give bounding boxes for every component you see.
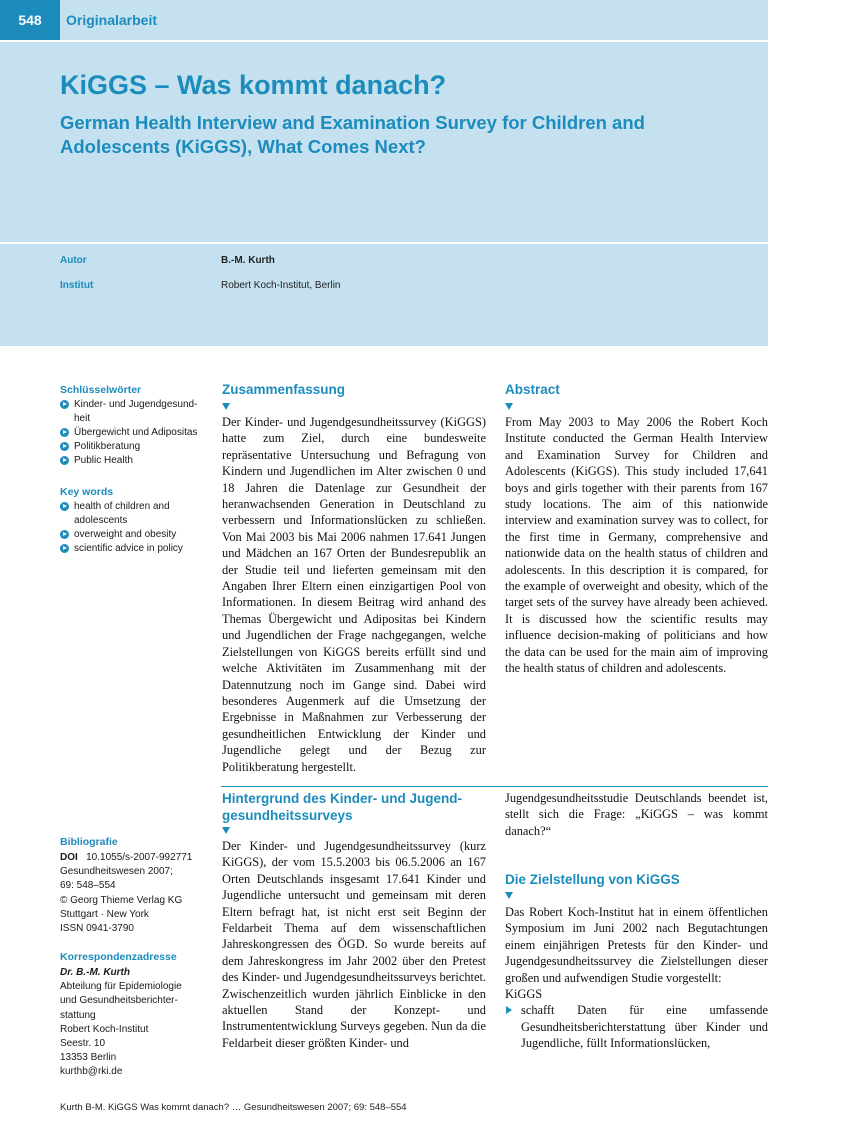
bullet-icon bbox=[60, 530, 69, 539]
biblio-line: ISSN 0941-3790 bbox=[60, 923, 134, 935]
zusammenfassung-heading: Zusammenfassung bbox=[222, 382, 346, 397]
hintergrund-text: Der Kinder- und Jugendgesundheitssurvey (kurz KiGGS), der vom 15.5.2003 bis 06.5.2006 an 167 Orten Deutschlands insgesamt 17.641 Kinder und Jugendliche untersucht und gemeinsam mit deren Eltern befragt hat, ist nicht erst seit Beginn der Feldarbeit Thema auf dem wissenschaftlichen Jahreskongressen des ÖGD. So wurde bereits auf dem Jahreskongress im Jahr 2002 über den Pretest des Kinder- und Jugendgesundheitssurveys berichtet. Zwischenzeitlich wurden jährlich Einblicke in den aktuellen Stand der Konzept- und Instrumententwicklung Surveys gegeben. Nun da die Feldarbeit dieser größten Kinder- und bbox=[222, 839, 486, 1050]
keyword-item: overweight and obesity bbox=[60, 528, 205, 542]
keyword-item: Public Health bbox=[60, 454, 205, 468]
korrespondenz-name: Dr. B.-M. Kurth bbox=[60, 967, 130, 978]
hintergrund-heading: Hintergrund des Kinder- und Jugend-gesundheitssurveys bbox=[222, 791, 462, 823]
author-label: Autor bbox=[60, 255, 87, 266]
email-link[interactable]: kurthb@rki.de bbox=[60, 1066, 123, 1078]
triangle-down-icon bbox=[222, 827, 230, 834]
zielstellung-section bbox=[505, 904, 768, 1052]
biblio-line: Stuttgart · New York bbox=[60, 908, 149, 920]
article-subtitle: German Health Interview and Examination Survey for Children and Adolescents (KiGGS), What Comes Next? bbox=[60, 112, 645, 157]
address-line: Robert Koch-Institut bbox=[60, 1023, 149, 1035]
address-line: und Gesundheitsberichter- bbox=[60, 995, 178, 1007]
zielstellung-heading: Die Zielstellung von KiGGS bbox=[505, 872, 680, 887]
keyword-item: Übergewicht und Adipositas bbox=[60, 426, 205, 440]
zielstellung-label: KiGGS bbox=[505, 987, 543, 1002]
triangle-down-icon bbox=[505, 892, 513, 899]
keyword-item: health of children and adolescents bbox=[60, 500, 205, 528]
bullet-icon bbox=[60, 428, 69, 437]
page-footer: Kurth B-M. KiGGS Was kommt danach? … Gesundheitswesen 2007; 69: 548–554 bbox=[60, 1102, 407, 1113]
zielstellung-list bbox=[505, 1002, 768, 1051]
zusammenfassung-text: Der Kinder- und Jugendgesundheitssurvey (KiGGS) hatte zum Ziel, durch eine bundesweite repräsentative Untersuchung und Befragung von Kindern und Jugendlichen im Alter zwischen 0 und 18 Jahren die Datenlage zur Gesundheit der heranwachsenden Generation in Deutschland zu verbessern und Informationslücken zu schließen. Von Mai 2003 bis Mai 2006 nahmen 17.641 Jungen und Mädchen an 167 Orten der Bundesrepublik an der Studie teil und lieferten gemeinsam mit den Angaben Ihrer Eltern einen einzigartigen Pool von Informationen. In diesem Beitrag wird anhand des Themas Übergewicht und Adipositas bei Kindern und Jugendlichen der Frage nachgegangen, welche Zielstellungen von KiGGS bereits erfüllt sind und welche Aktivitäten im Zusammenhang mit der Datennutzung noch im Gange sind. Dabei wird besonderes Augenmerk auf die Umsetzung der Ergebnisse in Maßnahmen zur Verbesserung der gesundheitlichen Entwicklung der Kinder und Jugendliche gelegt und der Bezug zur Politikberatung hergestellt. bbox=[222, 415, 486, 774]
author-name: B.-M. Kurth bbox=[221, 255, 275, 266]
abstract-heading: Abstract bbox=[505, 382, 560, 397]
keywords-de-list bbox=[60, 398, 205, 468]
hintergrund-continuation: Jugendgesundheitsstudie Deutschlands beendet ist, stellt sich die Frage: „KiGGS – was kommt danach?“ bbox=[505, 791, 768, 838]
doi-line: DOI 10.1055/s-2007-992771 bbox=[60, 852, 193, 863]
section-divider bbox=[221, 786, 768, 787]
keywords-en-list bbox=[60, 500, 205, 556]
address-line: stattung bbox=[60, 1009, 96, 1021]
biblio-line: © Georg Thieme Verlag KG bbox=[60, 894, 183, 906]
institute-name: Robert Koch-Institut, Berlin bbox=[221, 280, 341, 291]
address-line: 13353 Berlin bbox=[60, 1052, 117, 1064]
bibliografie-heading: Bibliografie bbox=[60, 836, 118, 848]
article-title: KiGGS – Was kommt danach? bbox=[60, 70, 447, 100]
bullet-icon bbox=[60, 442, 69, 451]
bibliografie-block bbox=[60, 851, 210, 936]
list-item: schafft Daten für eine umfassende Gesundheitsberichterstattung über Kinder und Jugendliche, füllt Informationslücken, bbox=[505, 1002, 768, 1051]
abstract-text: From May 2003 to May 2006 the Robert Koch Institute conducted the German Health Interview and Examination Survey for Children and Adolescents (KiGGS). This study included 17,641 boys and girls together with their parents from 167 study locations. The aim of this nationwide interview and examination survey was to collect, for the first time in Germany, comprehensive and nationwide data on the health status of children and adolescents. In this description it is compared, for the example of overweight and obesity, which of the target sets of the survey have already been achieved. It is discussed how the scientific results may influence decision-making of politicians and how the data can be used for the main aim of improving the health status of children and adolescents. bbox=[505, 415, 768, 676]
page-number: 548 bbox=[0, 0, 60, 40]
bullet-icon bbox=[60, 544, 69, 553]
keyword-item: scientific advice in policy bbox=[60, 542, 205, 556]
address-line: Abteilung für Epidemiologie bbox=[60, 981, 182, 993]
biblio-line: Gesundheitswesen 2007; bbox=[60, 866, 173, 878]
meta-block bbox=[0, 244, 768, 346]
triangle-down-icon bbox=[222, 403, 230, 410]
bullet-icon bbox=[60, 456, 69, 465]
bullet-icon bbox=[60, 502, 69, 511]
korrespondenz-heading: Korrespondenzadresse bbox=[60, 951, 177, 963]
keyword-item: Politikberatung bbox=[60, 440, 205, 454]
zielstellung-text: Das Robert Koch-Institut hat in einem öffentlichen Symposium im Juni 2002 nach Begutachtungen einem einjährigen Pretests für den Kinder- und Jugendgesundheitssurvey die Zielstellungen dieser großen und aufwendigen Studie vorgestellt: bbox=[505, 905, 768, 985]
institute-label: Institut bbox=[60, 280, 94, 291]
keywords-en-heading: Key words bbox=[60, 486, 114, 498]
triangle-down-icon bbox=[505, 403, 513, 410]
biblio-line: 69: 548–554 bbox=[60, 880, 116, 892]
section-label: Originalarbeit bbox=[66, 12, 158, 28]
korrespondenz-block bbox=[60, 966, 210, 1080]
keyword-item: Kinder- und Jugendgesund-heit bbox=[60, 398, 205, 426]
arrow-right-icon bbox=[506, 1006, 512, 1014]
keywords-de-heading: Schlüsselwörter bbox=[60, 384, 142, 396]
address-line: Seestr. 10 bbox=[60, 1038, 106, 1050]
bullet-icon bbox=[60, 400, 69, 409]
